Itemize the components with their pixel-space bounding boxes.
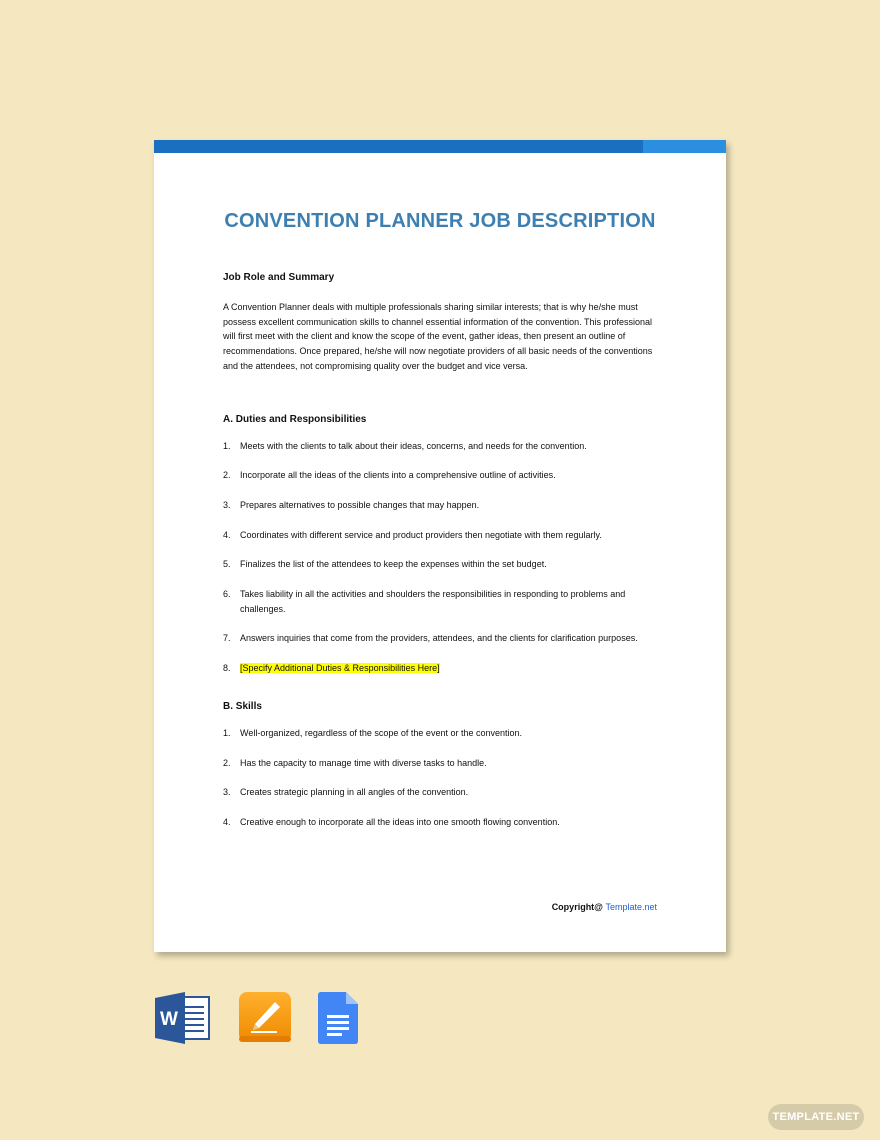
copyright-brand-link[interactable]: Template.net (605, 902, 657, 912)
skills-heading: B. Skills (223, 700, 262, 712)
header-bar-dark (154, 140, 643, 153)
duty-item (223, 661, 663, 676)
summary-heading: Job Role and Summary (223, 272, 335, 283)
duty-item (223, 468, 663, 483)
placeholder-highlight: [Specify Additional Duties & Responsibilities Here] (240, 663, 440, 674)
skill-item (223, 815, 663, 830)
header-bar-light (643, 140, 726, 153)
duty-item (223, 587, 663, 616)
document-body (223, 271, 663, 845)
list-number: 7. (223, 633, 231, 644)
list-number: 2. (223, 470, 231, 481)
svg-text:W: W (160, 1009, 178, 1030)
list-number: 3. (223, 499, 231, 510)
list-number: 1. (223, 727, 231, 738)
duties-heading: A. Duties and Responsibilities (223, 413, 367, 425)
copyright-prefix: Copyright@ (551, 902, 606, 912)
skills-list (223, 726, 663, 830)
duty-text: Prepares alternatives to possible changes that may happen. (240, 499, 480, 510)
skill-text: Has the capacity to manage time with diverse tasks to handle. (240, 757, 487, 768)
skill-item (223, 756, 663, 771)
duty-text: Meets with the clients to talk about their ideas, concerns, and needs for the convention. (240, 440, 587, 451)
app-icons (155, 992, 375, 1046)
document-page (154, 140, 726, 952)
duty-text: Coordinates with different service and product providers then negotiate with them regularly. (240, 529, 602, 540)
duty-text: Finalizes the list of the attendees to keep the expenses within the set budget. (240, 559, 547, 570)
duties-list (223, 439, 663, 676)
duty-text: Incorporate all the ideas of the clients into a comprehensive outline of activities. (240, 470, 556, 481)
skill-item (223, 726, 663, 741)
list-number: 1. (223, 440, 231, 451)
skill-text: Creates strategic planning in all angles of the convention. (240, 787, 469, 798)
duty-item (223, 498, 663, 513)
copyright (552, 902, 657, 912)
skill-text: Well-organized, regardless of the scope of the event or the convention. (240, 727, 523, 738)
list-number: 2. (223, 757, 231, 768)
duty-text: Takes liability in all the activities and shoulders the responsibilities in responding to problems and challenges. (240, 589, 626, 614)
list-number: 8. (223, 663, 231, 674)
list-number: 4. (223, 816, 231, 827)
list-number: 3. (223, 787, 231, 798)
skill-item (223, 785, 663, 800)
duty-item (223, 528, 663, 543)
duty-item (223, 631, 663, 646)
header-bar (154, 140, 726, 153)
duty-item (223, 557, 663, 572)
ms-word-icon[interactable] (155, 992, 211, 1044)
duty-item (223, 439, 663, 454)
list-number: 4. (223, 529, 231, 540)
list-number: 6. (223, 589, 231, 600)
duty-text: Answers inquiries that come from the providers, attendees, and the clients for clarification purposes. (240, 633, 638, 644)
google-docs-icon[interactable] (318, 992, 358, 1044)
summary-text: A Convention Planner deals with multiple professionals sharing similar interests; that is why he/she must possess excellent communication skills to channel essential information of the convention. This professional will first meet with the client and know the scope of the event, gather ideas, then present an outline of recommendations. Once prepared, he/she will now negotiate providers of all basic needs of the conventions and the attendees, not compromising quality over the budget and vice versa. (223, 302, 653, 371)
apple-pages-icon[interactable] (239, 992, 291, 1044)
document-title: CONVENTION PLANNER JOB DESCRIPTION (224, 210, 656, 232)
watermark-badge: TEMPLATE.NET (768, 1104, 864, 1130)
skill-text: Creative enough to incorporate all the ideas into one smooth flowing convention. (240, 816, 560, 827)
list-number: 5. (223, 559, 231, 570)
